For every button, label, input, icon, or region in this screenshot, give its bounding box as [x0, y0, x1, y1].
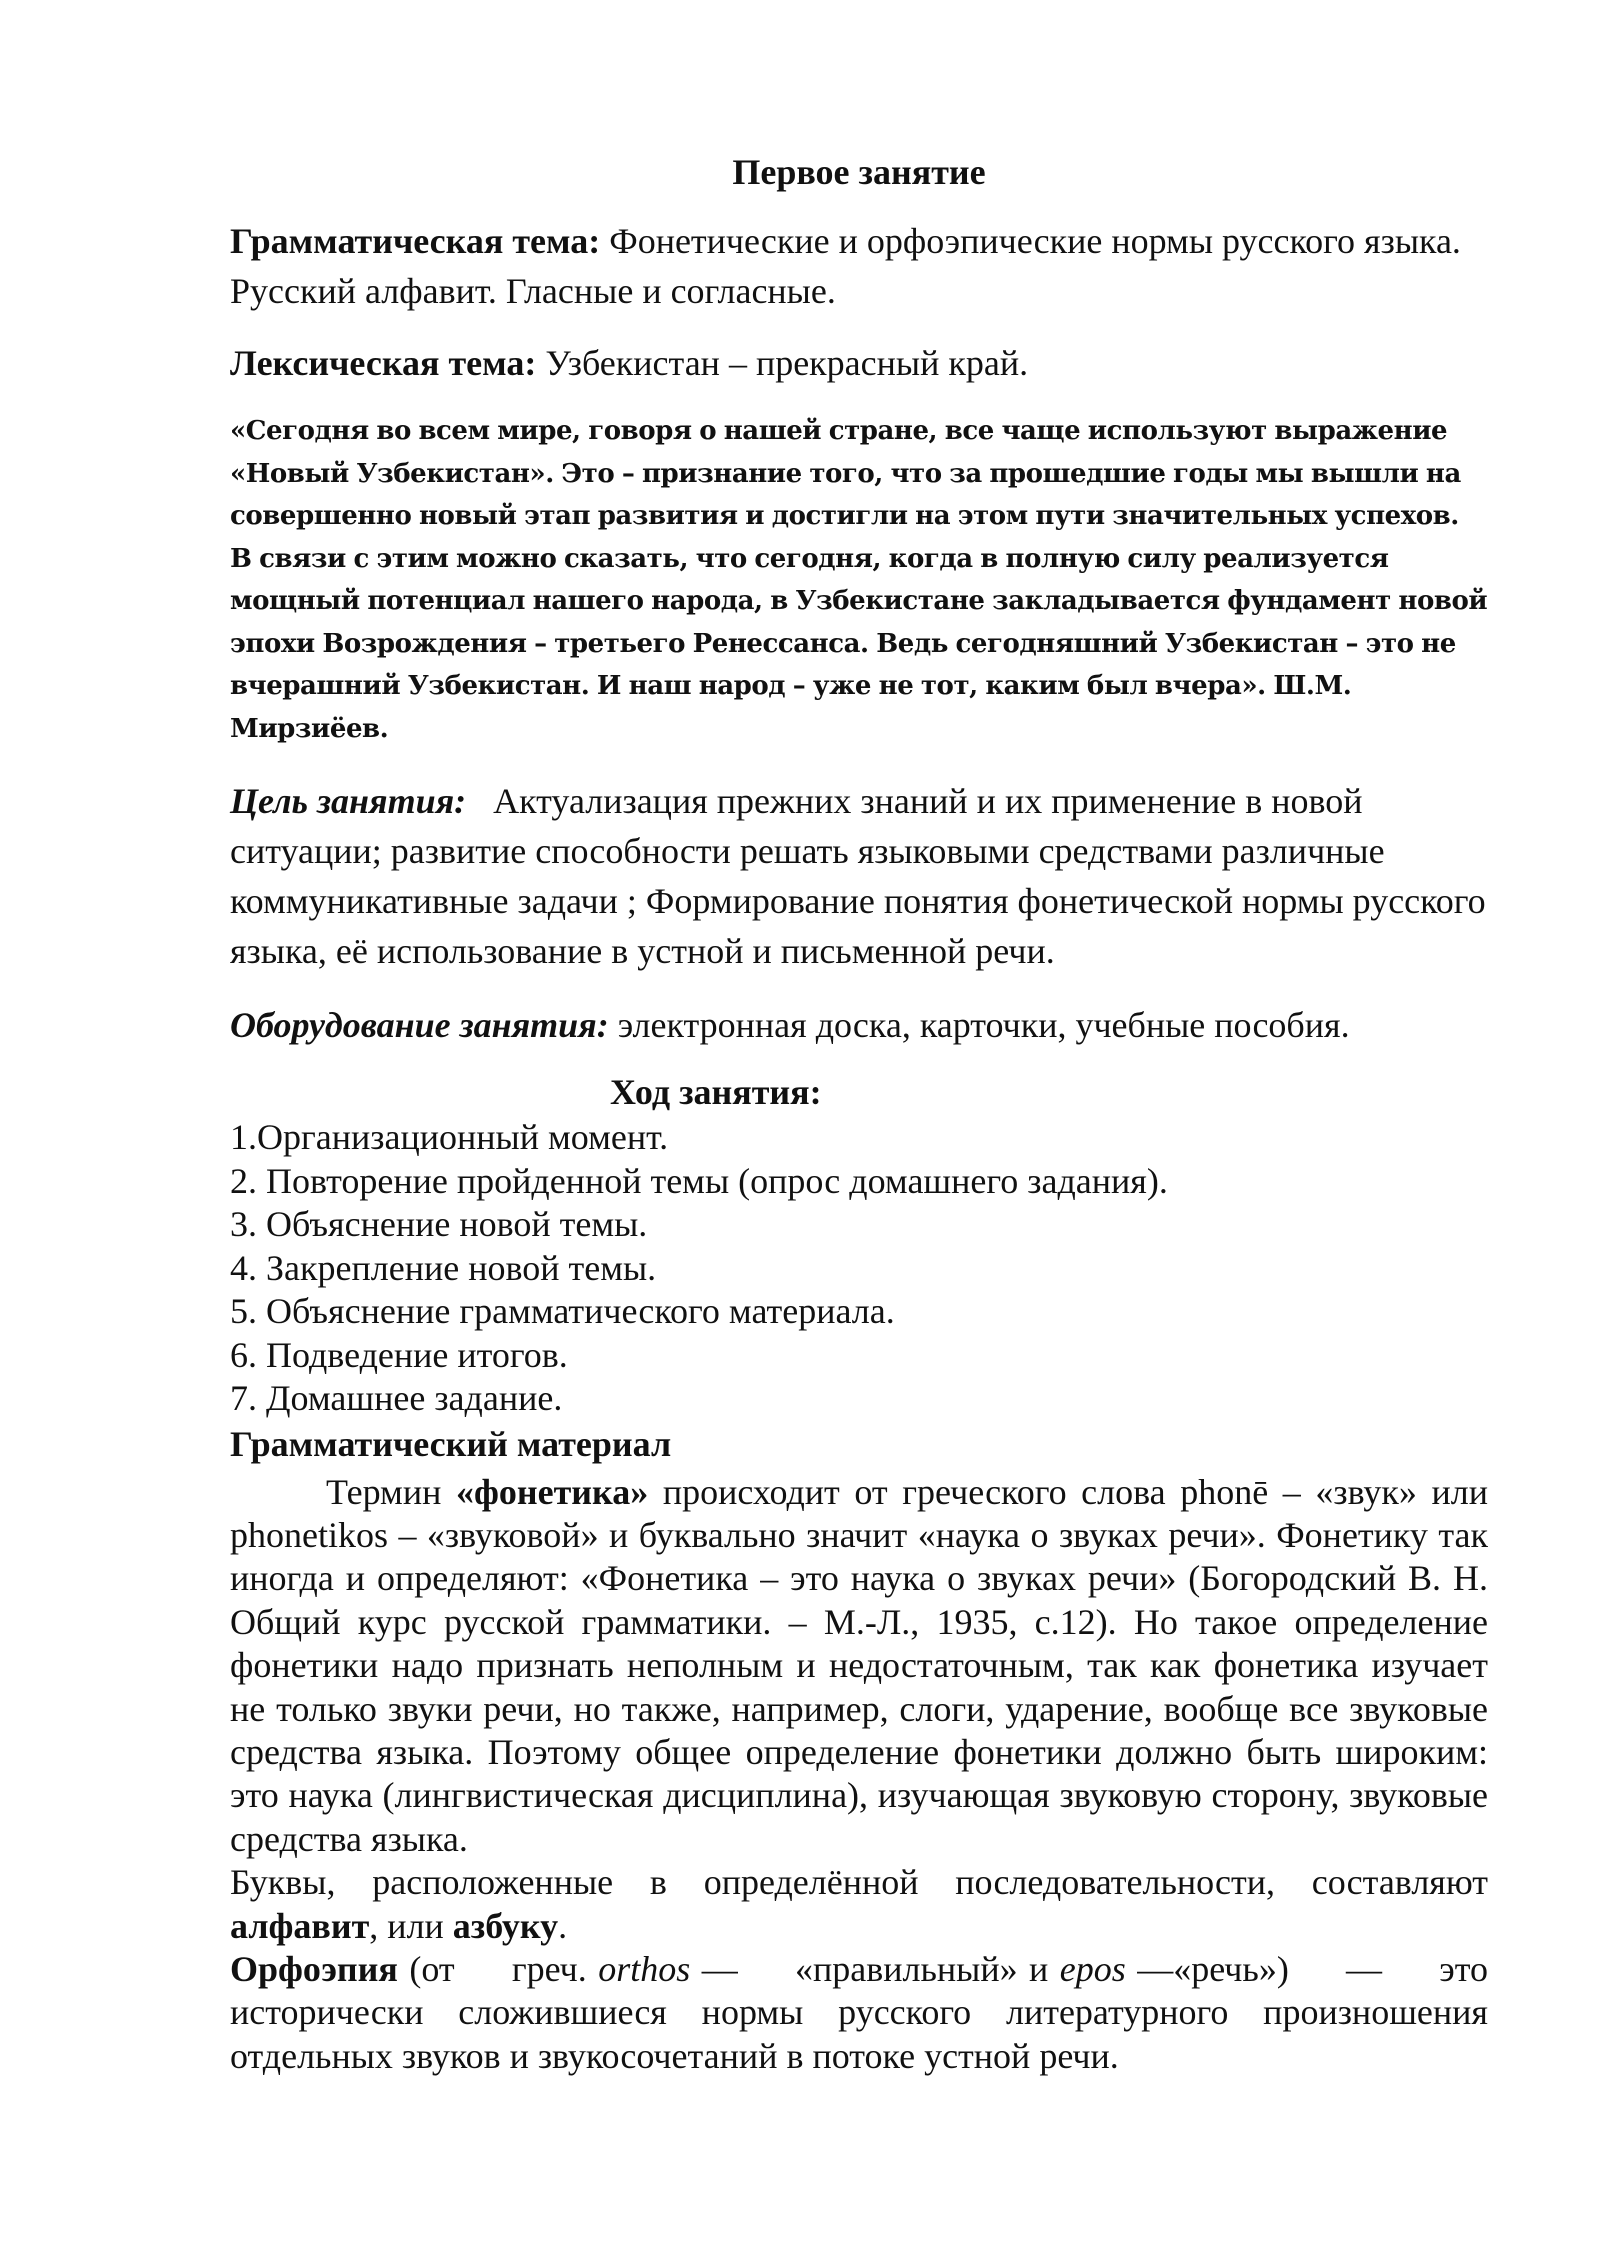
- alphabet-paragraph: [230, 1861, 1488, 1948]
- term-orthoepy: Орфоэпия: [230, 1948, 398, 1989]
- paragraph-text: происходит от греческого слова phonē – «звук» или phonetikos – «звуковой» и буквально значит «наука о звуках речи». Фонетику так иногда и определяют: «Фонетика – это наука о звуках речи» (Богородский В. Н. Общий курс русской грамматики. – М.-Л., 1935, с.12). Но такое определение фонетики надо признать неполным и недостаточным, так как фонетика изучает не только звуки речи, но также, например, слоги, ударение, вообще все звуковые средства языка. Поэтому общее определение фонетики должно быть широким: это наука (лингвистическая дисциплина), изучающая звуковую сторону, звуковые средства языка.: [230, 1471, 1488, 1859]
- course-step: 3. Объяснение новой темы.: [230, 1204, 648, 1244]
- grammar-material-heading: Грамматический материал: [230, 1423, 672, 1464]
- lesson-title: Первое занятие: [732, 152, 986, 192]
- grammar-topic: [230, 216, 1488, 316]
- course-steps: [230, 1116, 1488, 1421]
- phonetics-paragraph: [230, 1471, 1488, 1862]
- lexical-topic-text: Узбекистан – прекрасный край.: [545, 343, 1029, 383]
- paragraph-text: (от греч.: [397, 1948, 599, 1989]
- course-title: Ход занятия:: [610, 1072, 822, 1112]
- course-step: 2. Повторение пройденной темы (опрос домашнего задания).: [230, 1160, 1168, 1201]
- paragraph-text: Буквы, расположенные в определённой последовательности, составляют: [230, 1862, 1488, 1903]
- term-alphabet: алфавит: [230, 1905, 370, 1946]
- paragraph-text: .: [558, 1905, 568, 1946]
- document-page: [230, 148, 1498, 2078]
- term-epos: epos: [1059, 1948, 1126, 1989]
- lesson-equipment: [230, 1000, 1488, 1050]
- lesson-goal-label: Цель занятия:: [230, 781, 467, 821]
- term-azbuka: азбуку: [452, 1905, 559, 1946]
- paragraph-text: —«речь») — это исторически сложившиеся нормы русского литературного произношения отдельных звуков и звукосочетаний в потоке устной речи.: [230, 1948, 1498, 2076]
- paragraph-text: Термин: [326, 1471, 456, 1512]
- lexical-topic: [230, 338, 1488, 388]
- course-step: 4. Закрепление новой темы.: [230, 1247, 657, 1288]
- epigraph-quote: «Сегодня во всем мире, говоря о нашей стране, все чаще используют выражение «Новый Узбекистан». Это – признание того, что за прошедшие годы мы вышли на совершенно новый этап развития и достигли на этом пути значительных успехов. В связи с этим можно сказать, что сегодня, когда в полную силу реализуется мощный потенциал нашего народа, в Узбекистане закладывается фундамент новой эпохи Возрождения – третьего Ренессанса. Ведь сегодняшний Узбекистан – это не вчерашний Узбекистан. И наш народ – уже не тот, каким был вчера». Ш.М. Мирзиёев.: [230, 416, 1488, 744]
- lesson-goal-text: Актуализация прежних знаний и их применение в новой ситуации; развитие способности решать языковыми средствами различные коммуникативные задачи ; Формирование понятия фонетической нормы русского языка, её использование в устной и письменной речи.: [230, 781, 1486, 971]
- lexical-topic-label: Лексическая тема:: [230, 343, 537, 383]
- term-orthos: orthos: [598, 1948, 691, 1989]
- course-step: 1.Организационный момент.: [230, 1117, 669, 1157]
- term-phonetics: «фонетика»: [455, 1471, 649, 1512]
- paragraph-text: , или: [369, 1905, 453, 1946]
- grammar-topic-text: Фонетические и орфоэпические нормы русского языка. Русский алфавит. Гласные и согласные.: [230, 221, 1461, 311]
- orthoepy-paragraph: [230, 1948, 1498, 2078]
- grammar-topic-label: Грамматическая тема:: [230, 221, 601, 261]
- course-step: 5. Объяснение грамматического материала.: [230, 1291, 895, 1331]
- course-step: 6. Подведение итогов.: [230, 1334, 568, 1375]
- lesson-equipment-text: электронная доска, карточки, учебные пособия.: [617, 1005, 1350, 1045]
- paragraph-text: — «правильный» и: [690, 1948, 1060, 1989]
- lesson-goal: [230, 776, 1488, 976]
- lesson-equipment-label: Оборудование занятия:: [230, 1005, 609, 1045]
- course-step: 7. Домашнее задание.: [230, 1378, 563, 1418]
